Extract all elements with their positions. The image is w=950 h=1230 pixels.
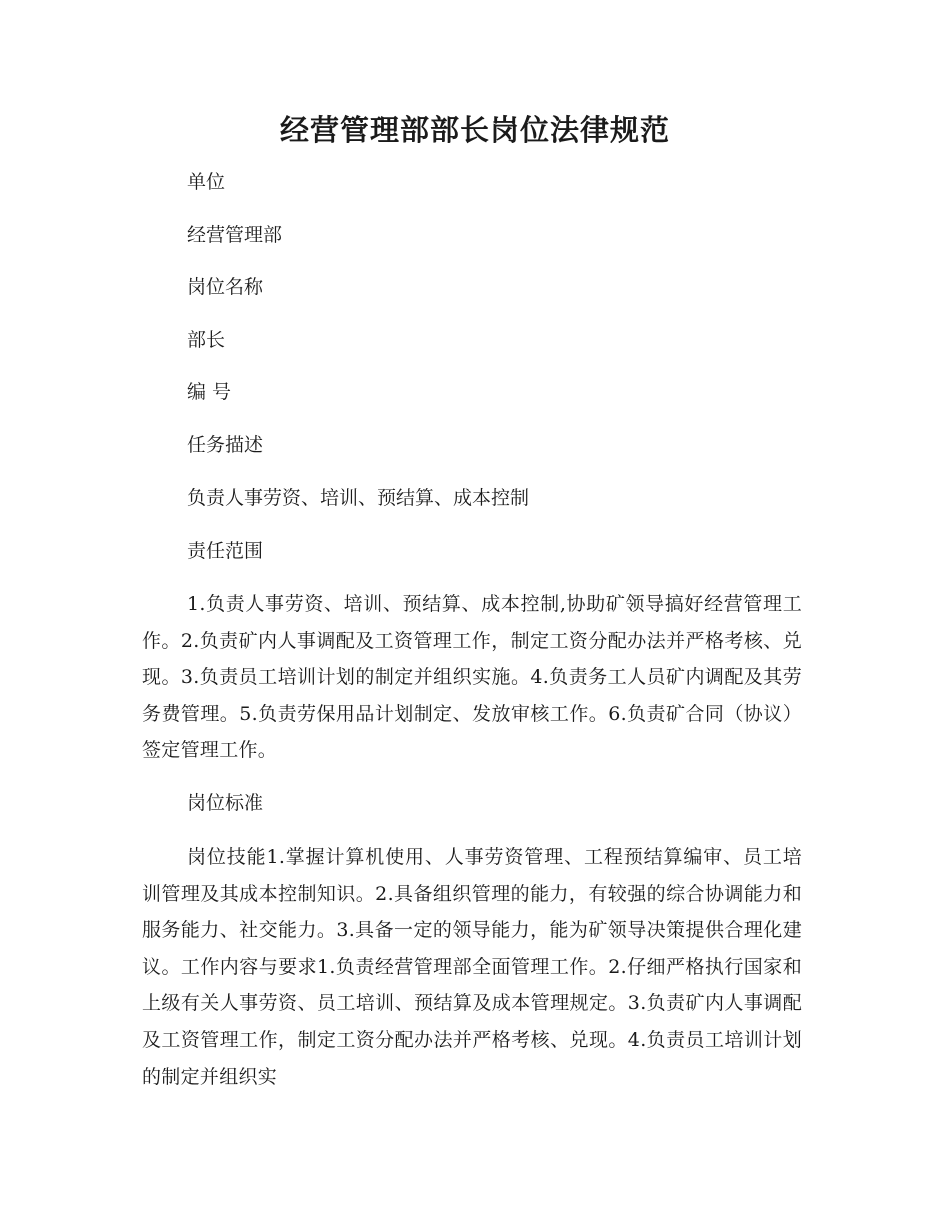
position-value: 部长 (187, 329, 226, 351)
number-label: 编 号 (187, 381, 232, 403)
document-title: 经营管理部部长岗位法律规范 (279, 113, 670, 147)
standard-label: 岗位标准 (187, 792, 264, 814)
unit-value: 经营管理部 (187, 224, 283, 246)
task-label: 任务描述 (187, 434, 264, 456)
task-value: 负责人事劳资、培训、预结算、成本控制 (187, 487, 530, 509)
unit-label: 单位 (187, 171, 226, 193)
scope-paragraph: 1.负责人事劳资、培训、预结算、成本控制,协助矿领导搞好经营管理工作。2.负责矿内人事调配及工资管理工作，制定工资分配办法并严格考核、兑现。3.负责员工培训计划的制定并组织实施。4.负责务工人员矿内调配及其劳务费管理。5.负责劳保用品计划制定、发放审核工作。6.负责矿合同（协议）签定管理工作。 (142, 593, 802, 762)
position-label: 岗位名称 (187, 276, 264, 298)
standard-paragraph: 岗位技能1.掌握计算机使用、人事劳资管理、工程预结算编审、员工培训管理及其成本控制知识。2.具备组织管理的能力，有较强的综合协调能力和服务能力、社交能力。3.具备一定的领导能力，能为矿领导决策提供合理化建议。工作内容与要求1.负责经营管理部全面管理工作。2.仔细严格执行国家和上级有关人事劳资、员工培训、预结算及成本管理规定。3.负责矿内人事调配及工资管理工作，制定工资分配办法并严格考核、兑现。4.负责员工培训计划的制定并组织实 (142, 846, 802, 1088)
scope-label: 责任范围 (187, 540, 264, 562)
